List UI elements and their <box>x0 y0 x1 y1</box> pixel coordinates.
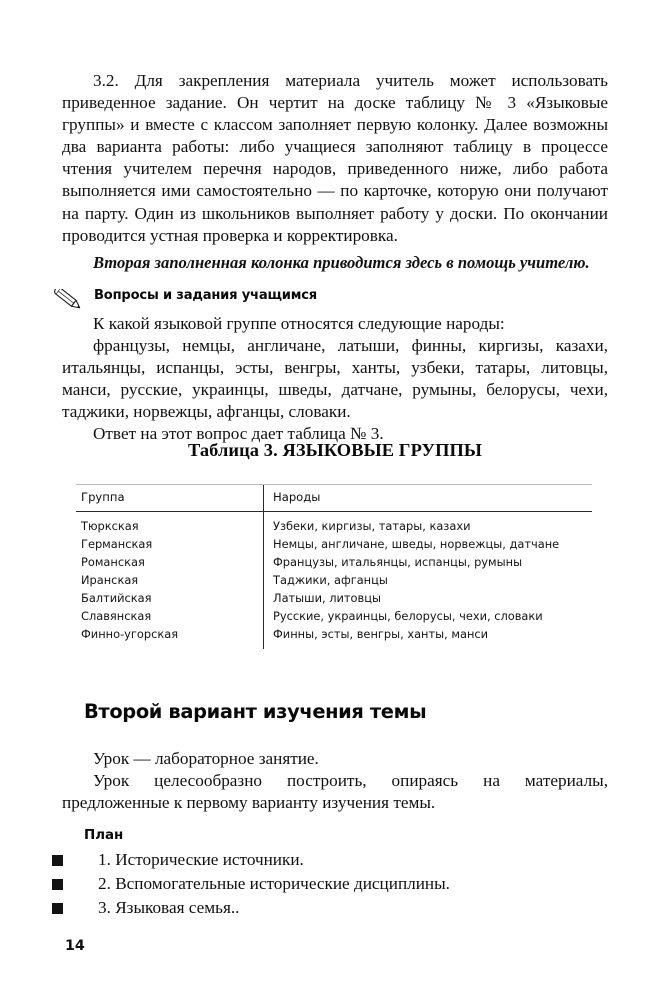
table-row <box>76 572 592 590</box>
language-groups-table <box>76 484 592 649</box>
column-header-group: Группа <box>76 485 264 512</box>
square-bullet-icon <box>52 903 63 914</box>
lesson-text-block <box>62 748 608 814</box>
questions-heading-block <box>52 288 612 312</box>
peoples-list: французы, немцы, англичане, латыши, финны, киргизы, казахи, итальянцы, испанцы, эсты, венгры, ханты, узбеки, татары, литовцы, манси, русские, украинцы, шведы, датчане, румыны, белорусы, чехи, таджики, норвежцы, афганцы, словаки. <box>62 336 608 422</box>
plan-item-label: 2. Вспомогательные исторические дисциплины. <box>98 874 450 893</box>
cell-group: Славянская <box>81 608 152 623</box>
cell-group: Германская <box>81 536 153 551</box>
cell-group: Романская <box>81 554 145 569</box>
questions-heading-label: Вопросы и задания учащимся <box>94 288 318 303</box>
column-header-peoples: Народы <box>264 485 593 512</box>
plan-list <box>52 848 608 920</box>
square-bullet-icon <box>52 879 63 890</box>
table-body <box>76 512 592 650</box>
lesson-paragraph: Урок целесообразно построить, опираясь на материалы, предложенные к первому варианту изучения темы. <box>62 771 608 813</box>
table-row <box>76 626 592 650</box>
cell-peoples: Немцы, англичане, шведы, норвежцы, датчане <box>264 536 593 554</box>
lesson-line: Урок — лабораторное занятие. <box>93 749 319 768</box>
cell-peoples: Таджики, афганцы <box>264 572 593 590</box>
plan-heading: План <box>84 828 124 843</box>
questions-body-block <box>62 313 608 446</box>
table-header <box>76 485 592 512</box>
table-title: Таблица 3. ЯЗЫКОВЫЕ ГРУППЫ <box>187 440 483 460</box>
pencil-icon <box>52 289 88 311</box>
intro-paragraph: 3.2. Для закрепления материала учитель может использовать приведенное задание. Он чертит на доске таблицу № 3 «Языковые группы» и вместе с классом заполняет первую колонку. Далее возможны два варианта работы: либо учащиеся заполняют таблицу в процессе чтения учителем перечня народов, приведенного ниже, либо работа выполняется ими самостоятельно — по карточке, которую они получают на парту. Один из школьников выполняет работу у доски. По окончании проводится устная проверка и корректировка. <box>62 71 608 245</box>
list-item <box>52 872 608 896</box>
table-row <box>76 512 592 536</box>
table-row <box>76 536 592 554</box>
list-item <box>52 848 608 872</box>
cell-peoples: Русские, украинцы, белорусы, чехи, словаки <box>264 608 593 626</box>
table-row <box>76 590 592 608</box>
cell-peoples: Французы, итальянцы, испанцы, румыны <box>264 554 593 572</box>
teacher-note: Вторая заполненная колонка приводится здесь в помощь учителю. <box>93 252 590 272</box>
cell-group: Балтийская <box>81 590 152 605</box>
table-row <box>76 608 592 626</box>
section-heading-second-variant: Второй вариант изучения темы <box>84 700 427 723</box>
square-bullet-icon <box>52 855 63 866</box>
cell-group: Финно-угорская <box>81 626 179 641</box>
plan-item-label: 1. Исторические источники. <box>98 850 304 869</box>
intro-text-block <box>62 70 608 274</box>
page-number: 14 <box>65 938 85 954</box>
questions-prompt: К какой языковой группе относятся следующие народы: <box>93 314 505 333</box>
cell-peoples: Узбеки, киргизы, татары, казахи <box>264 512 593 536</box>
cell-peoples: Финны, эсты, венгры, ханты, манси <box>264 626 593 650</box>
cell-peoples: Латыши, литовцы <box>264 590 593 608</box>
list-item <box>52 896 608 920</box>
cell-group: Тюркская <box>81 519 139 533</box>
cell-group: Иранская <box>81 572 139 587</box>
table-row <box>76 554 592 572</box>
answer-note: Ответ на этот вопрос дает таблица № 3. <box>93 424 384 444</box>
table-header-row <box>76 485 592 512</box>
plan-item-label: 3. Языковая семья.. <box>98 898 240 917</box>
